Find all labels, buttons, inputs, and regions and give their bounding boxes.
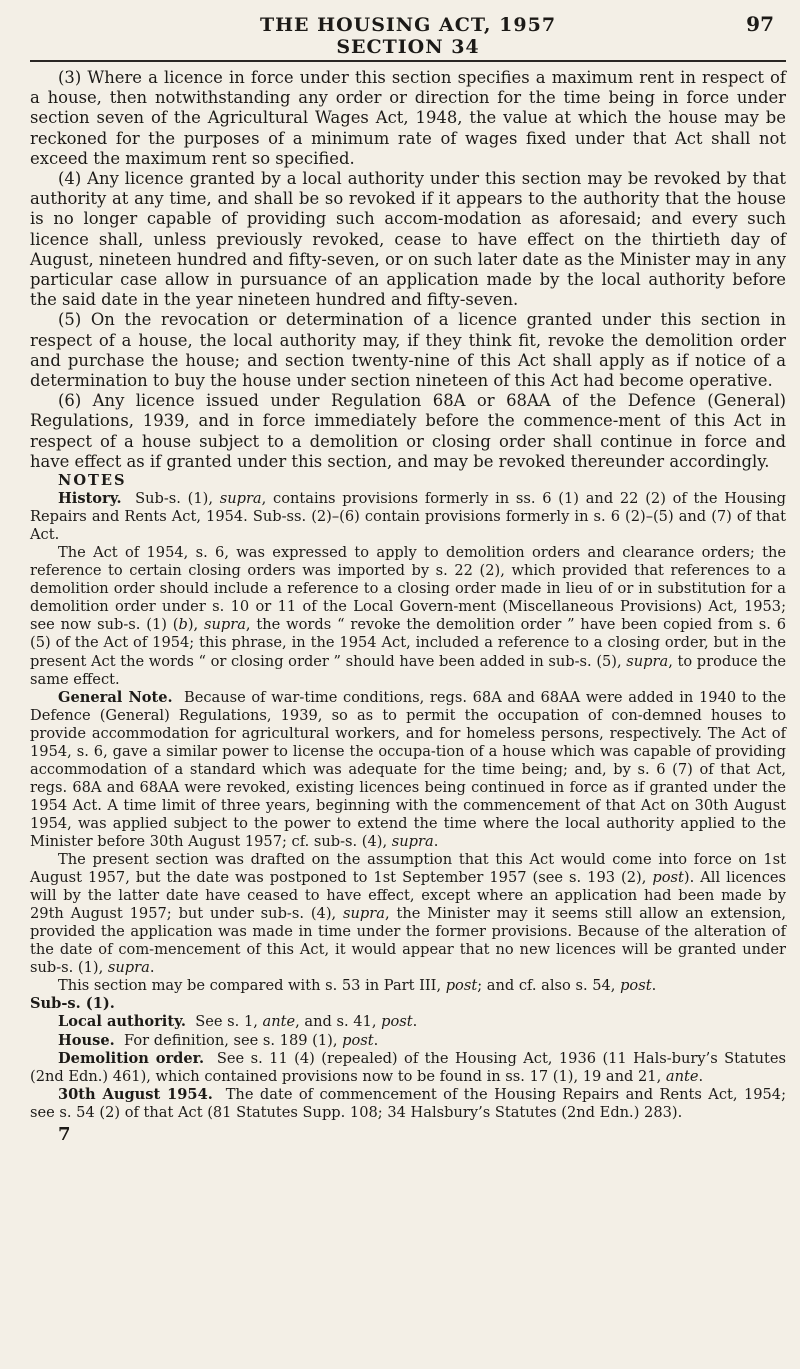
notes-heading: NOTES (58, 472, 127, 490)
note-act-1954: The Act of 1954, s. 6, was expressed to apply to demolition orders and clearance orders; the reference to certain closing orders was imported by s. 22 (2), which provided that references to a demolition order should include a reference to a closing order made in lieu of or in substitution for a demolition order under s. 10 or 11 of the Local Govern-ment (Miscellaneous Provisions) Act, 1953; see now sub-s. (1) (b), supra, the words “ revoke the demolition order ” have been copied from s. 6 (5) of the Act of 1954; this phrase, in the 1954 Act, included a reference to a closing order, but in the present Act the words “ or closing order ” should have been added in sub-s. (5), supra, to produce the same effect. (30, 544, 787, 688)
note-compare: This section may be compared with s. 53 in Part III, post; and cf. also s. 54, post. (58, 977, 657, 995)
subsection-4: (4) Any licence granted by a local authority under this section may be revoked by that authority at any time, and shall be so revoked if it appears to the authority that the house is no longer capable of providing such accom-modation as aforesaid; and every such licence shall, unless previously revoked, cease to have effect on the thirtieth day of August, nineteen hundred and fifty-seven, or on such later date as the Minister may in any particular case allow in pursuance of an application made by the local authority before the said date in the year nineteen hundred and fifty-seven. (30, 169, 786, 310)
subsection-5: (5) On the revocation or determination of a licence granted under this section in respect of a house, the local authority may, if they think fit, revoke the demolition order and purchase the house; and section twenty-nine of this Act shall apply as if notice of a determination to buy the house under section nineteen of this Act had become operative. (30, 310, 786, 391)
note-house: House. For definition, see s. 189 (1), post. (58, 1031, 379, 1049)
running-title: THE HOUSING ACT, 1957 (259, 14, 557, 36)
header-rule (30, 60, 786, 62)
note-history-label: History. (58, 490, 122, 508)
subsection-3: (3) Where a licence in force under this section specifies a maximum rent in respect of a house, then notwithstanding any order or direction for the time being in force under section seven of the Agricultural Wages Act, 1948, the value at which the house may be reckoned for the purposes of a minimum rate of wages fixed under that Act shall not exceed the maximum rent so specified. (30, 68, 786, 168)
note-local-authority: Local authority. See s. 1, ante, and s. 41, post. (58, 1013, 418, 1031)
page-header (30, 6, 786, 58)
page-number: 97 (746, 12, 774, 36)
note-general: General Note. Because of war-time conditions, regs. 68A and 68AA were added in 1940 to the Defence (General) Regulations, 1939, so as to permit the occupation of con-demned houses to provide accommodation for agricultural workers, and for homeless persons, respectively. The Act of 1954, s. 6, gave a similar power to license the occupa-tion of a house which was capable of providing accommodation of a standard which was adequate for the time being; and, by s. 6 (7) of that Act, regs. 68A and 68AA were revoked, existing licences being continued in force as if granted under the 1954 Act. A time limit of three years, beginning with the commencement of that Act on 30th August 1954, was applied subject to the power to extend the time where the local authority applied to the Minister before 30th August 1957; cf. sub-s. (4), supra. (30, 688, 787, 850)
signature-mark: 7 (58, 1123, 71, 1145)
subsection-6: (6) Any licence issued under Regulation 68A or 68AA of the Defence (General) Regulations, 1939, and in force immediately before the commence-ment of this Act in respect of a house subject to a demolition or closing order shall continue in force and have effect as if granted under this section, and may be revoked thereunder accordingly. (30, 391, 786, 471)
section-heading: SECTION 34 (336, 36, 480, 58)
note-30th-august-1954: 30th August 1954. The date of commencement of the Housing Repairs and Rents Act, 1954; see s. 54 (2) of that Act (81 Statutes Supp. 108; 34 Halsbury’s Statutes (2nd Edn.) 283). (30, 1085, 786, 1121)
note-drafting: The present section was drafted on the assumption that this Act would come into force on 1st August 1957, but the date was postponed to 1st September 1957 (see s. 193 (2), post). All licences will by the latter date have ceased to have effect, except where an application had been made by 29th August 1957; but under sub-s. (4), supra, the Minister may it seems still allow an extension, provided the application was made in time under the former provisions. Because of the alteration of the date of com-mencement of this Act, it would appear that no new licences will be granted under sub-s. (1), supra. (30, 851, 786, 977)
note-general-label: General Note. (58, 688, 173, 706)
notes-section (30, 472, 786, 1122)
note-subsection-1-heading: Sub-s. (1). (30, 995, 115, 1013)
note-demolition-order: Demolition order. See s. 11 (4) (repealed) of the Housing Act, 1936 (11 Hals-bury’s Statutes (2nd Edn.) 461), which contained provisions now to be found in ss. 17 (1), 19 and 21, ante. (30, 1049, 786, 1085)
statute-text (30, 68, 786, 472)
note-history: History. Sub-s. (1), supra, contains provisions formerly in ss. 6 (1) and 22 (2) of the Housing Repairs and Rents Act, 1954. Sub-ss. (2)–(6) contain provisions formerly in s. 6 (2)–(5) and (7) of that Act. (30, 490, 787, 544)
